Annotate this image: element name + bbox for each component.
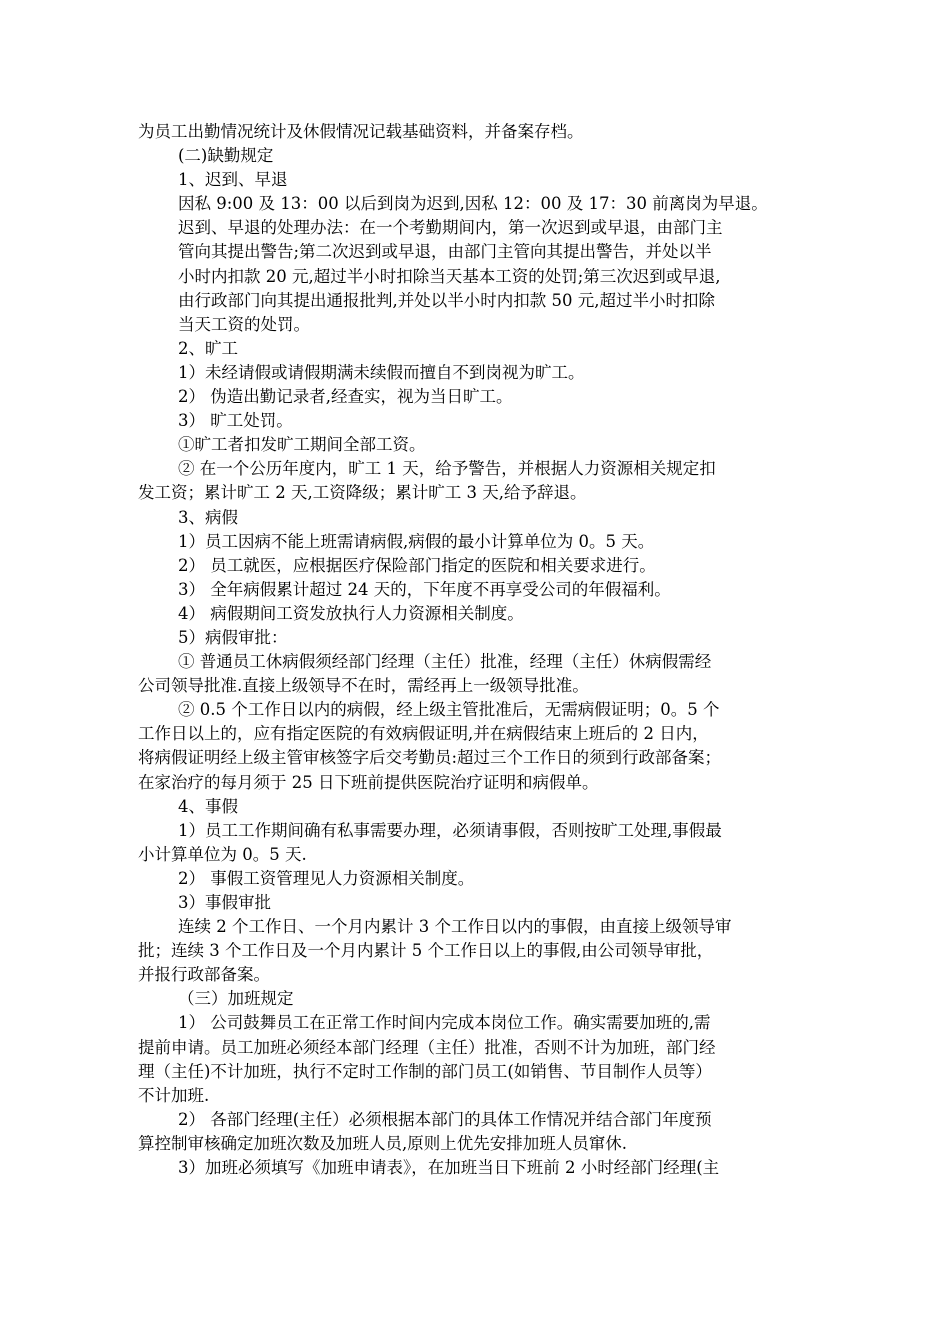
text-line: 3）事假审批 [178,893,271,912]
text-line: 1）员工工作期间确有私事需要办理，必须请事假，否则按旷工处理,事假最 [178,820,722,840]
text-line: 3） 全年病假累计超过 24 天的，下年度不再享受公司的年假福利。 [178,579,671,599]
text-line: 算控制审核确定加班次数及加班人员,原则上优先安排加班人员窜休. [138,1133,627,1153]
text-line: 工作日以上的，应有指定医院的有效病假证明,并在病假结束上班后的 2 日内， [138,724,709,744]
text-line: 2） 伪造出勤记录者,经查实，视为当日旷工。 [178,387,513,407]
text-line: 发工资；累计旷工 2 天,工资降级；累计旷工 3 天,给予辞退。 [138,483,587,503]
text-line: 连续 2 个工作日、一个月内累计 3 个工作日以内的事假，由直接上级领导审 [178,917,732,937]
text-line: 不计加班. [138,1085,210,1105]
document-body [138,120,828,1180]
text-line: (二)缺勤规定 [178,146,274,166]
text-line: 4） 病假期间工资发放执行人力资源相关制度。 [178,603,524,623]
text-line: 1）员工因病不能上班需请病假,病假的最小计算单位为 0。5 天。 [178,531,655,551]
text-line: 4、事假 [178,796,238,816]
text-line: 在家治疗的每月须于 25 日下班前提供医院治疗证明和病假单。 [138,772,599,792]
text-line: 因私 9:00 及 13：00 以后到岗为迟到,因私 12：00 及 17：30 前离岗为早退。 [178,194,768,214]
text-line: 由行政部门向其提出通报批判,并处以半小时内扣款 50 元,超过半小时扣除 [178,290,715,310]
text-line: 2、旷工 [178,338,238,358]
text-line: 3）加班必须填写《加班申请表》，在加班当日下班前 2 小时经部门经理(主 [178,1158,720,1178]
text-line: ② 在一个公历年度内，旷工 1 天，给予警告，并根据人力资源相关规定扣 [178,459,716,479]
text-line: 公司领导批准.直接上级领导不在时，需经再上一级领导批准。 [138,676,589,696]
text-line: 小时内扣款 20 元,超过半小时扣除当天基本工资的处罚;第三次迟到或早退, [178,266,721,286]
text-line: 理（主任)不计加班，执行不定时工作制的部门员工(如销售、节目制作人员等） [138,1061,712,1081]
text-line: ① 普通员工休病假须经部门经理（主任）批准，经理（主任）休病假需经 [178,652,712,672]
text-line: 批；连续 3 个工作日及一个月内累计 5 个工作日以上的事假,由公司领导审批， [138,941,714,961]
text-line: 1） 公司鼓舞员工在正常工作时间内完成本岗位工作。确实需要加班的,需 [178,1013,711,1033]
text-line: 管向其提出警告;第二次迟到或早退，由部门主管向其提出警告，并处以半 [178,242,712,262]
text-line: 3、病假 [178,507,238,527]
text-line: 迟到、早退的处理办法：在一个考勤期间内，第一次迟到或早退，由部门主 [178,218,723,238]
text-line: 将病假证明经上级主管审核签字后交考勤员:超过三个工作日的须到行政部备案； [138,748,722,768]
text-line: 当天工资的处罚。 [178,314,310,334]
text-line: 为员工出勤情况统计及休假情况记载基础资料，并备案存档。 [138,122,584,141]
text-line: ①旷工者扣发旷工期间全部工资。 [178,435,426,455]
text-line: ② 0.5 个工作日以内的病假，经上级主管批准后，无需病假证明；0。5 个 [178,700,720,720]
text-line: 小计算单位为 0。5 天. [138,844,307,864]
text-line: 5）病假审批： [178,627,288,647]
text-line: 3） 旷工处罚。 [178,411,293,431]
text-line: 2） 各部门经理(主任）必须根据本部门的具体工作情况并结合部门年度预 [178,1109,712,1129]
text-line: 2） 事假工资管理见人力资源相关制度。 [178,868,475,888]
text-line: 提前申请。员工加班必须经本部门经理（主任）批准，否则不计为加班，部门经 [138,1037,716,1057]
text-line: （三）加班规定 [178,989,294,1009]
text-line: 2） 员工就医，应根据医疗保险部门指定的医院和相关要求进行。 [178,555,656,575]
text-line: 1）未经请假或请假期满未续假而擅自不到岗视为旷工。 [178,362,585,382]
text-line: 1、迟到、早退 [178,170,288,190]
text-line: 并报行政部备案。 [138,965,270,985]
